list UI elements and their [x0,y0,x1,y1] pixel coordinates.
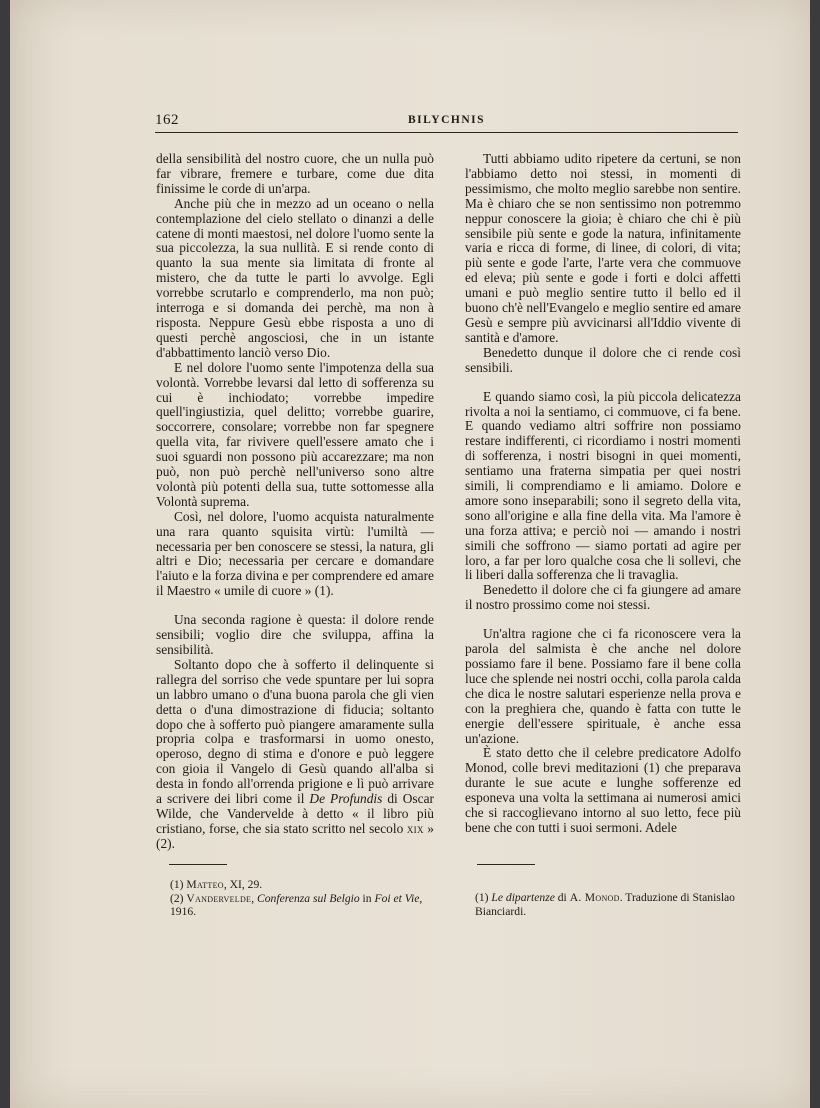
book-page [10,0,810,1108]
footnote [475,891,745,918]
footnote-text: in [359,891,375,905]
footnote-text: di [554,891,570,904]
footnote-title: Foi et Vie [374,891,420,905]
text-run: di Oscar Wilde, che Vandervelde à detto « il libro più cristiano, forse, che sia stato scritto nel secolo [156,791,434,836]
century-numeral: xix [406,820,424,836]
paragraph: Un'altra ragione che ci fa riconoscere vera la parola del salmista è che anche nel dolore possiamo fare il bene. Possiamo fare il bene colla luce che splende nei nostri occhi, colla parola calda che dica le nostre salutari esperienze nella prova e con la preghiera che, quando è fatta con tutte le energie dell'essere spirituale, è anche essa un'azione. [465,626,741,746]
footnote-author: Matteo [186,878,224,891]
page-header [155,112,738,132]
paragraph: È stato detto che il celebre predicatore Adolfo Monod, colle brevi meditazioni (1) che preparava durante le sue acute e lunghe sofferenze ed esponeva una volta la settimana ai numerosi amici che si raccoglievano intorno al suo letto, fece più bene che con tutti i suoi sermoni. Adele [465,745,741,835]
paragraph: Anche più che in mezzo ad un oceano o nella contemplazione del cielo stellato o dinanzi a delle catene di monti maestosi, nel dolore l'uomo sente la sua piccolezza, la sua nullità. E si rende conto di quanto la sua mente sia limitata di fronte al mistero, che da tutte le parti lo avvolge. Egli vorrebbe scrutarlo e comprenderlo, ma non può; interroga e si domanda dei perchè, ma non à risposta. Neppure Gesù ebbe risposta a uno di questi perchè angosciosi, che in un istante d'abbattimento lanciò verso Dio. [156,195,434,360]
paragraph: Benedetto il dolore che ci fa giungere ad amare il nostro prossimo come noi stessi. [465,582,741,613]
footnotes-right [475,891,745,918]
footnote-text: , 1916. [170,891,423,918]
footnote [170,892,438,919]
paragraph: E quando siamo così, la più piccola delicatezza rivolta a noi la sentiamo, ci commuove, ci fa bene. E quando vediamo altri soffrire non possiamo restare indifferenti, ci ricordiamo i nostri momenti di sofferenza, i nostri bisogni in quei momenti, sentiamo una fraterna simpatia per quei nostri simili, li comprendiamo e li amiamo. Dolore e amore sono inseparabili; sono il segreto della vita, sono all'origine e alla fine della vita. Ma l'amore è una forza attiva; e perciò noi — amando i nostri simili che soffrono — siamo portati ad agire per loro, a far per loro qualche cosa che li sollevi, che li liberi dalla sofferenza che li travaglia. [465,388,741,583]
footnote-text: , XI, 29. [223,878,263,891]
right-column [465,152,741,836]
footnote-author: Vandervelde [186,891,252,905]
header-rule [155,132,738,133]
footnote-title: Le dipartenze [491,891,555,904]
running-title: BILYCHNIS [408,114,485,126]
footnote-marker: (1) [475,891,492,904]
text-run: Soltanto dopo che à sofferto il delinquente si rallegra del sorriso che vede spuntare per lui sopra un labbro umano o d'una buona parola che gli vien detta o d'una dimostrazione di fiducia; soltanto dopo che à sofferto può piangere amaramente sulla propria colpa e trasformarsi in uomo onesto, operoso, degno di stima e d'onore e può leggere con gioia il Vangelo di Gesù quando all'alba si desta in fondo all'orrenda prigione e lì può arrivare a scrivere dei libri come il [156,656,434,807]
paragraph: Benedetto dunque il dolore che ci rende così sensibili. [465,344,741,375]
footnote-author: A. Monod [569,891,620,904]
text-run: » (2). [156,820,435,851]
paragraph: E nel dolore l'uomo sente l'impotenza della sua volontà. Vorrebbe levarsi dal letto di sofferenza su cui è inchiodato; vorrebbe impedire quell'ingiustizia, quel delitto; vorrebbe guarire, soccorrere, consolare; vorrebbe non far spegnere quella vita, far rivivere quell'essere amato che i suoi sguardi non possono più accarezzare; ma non può, non può perchè nell'universo sono altre volontà più potenti della sua, tutte sottomesse alla Volontà suprema. [156,359,434,509]
paragraph: Tutti abbiamo udito ripetere da certuni, se non l'abbiamo detto noi stessi, in momenti di pessimismo, che molto meglio sarebbe non sentire. Ma è chiaro che se non sentissimo non potremmo neppur conoscere la gioia; è chiaro che chi è più sensibile più sente e gode la natura, infinitamente varia e ricca di forme, di linee, di colori, di vita; più sente e gode l'arte, l'arte vera che commuove ed eleva; più sente e gode i forti e dolci affetti umani e può meglio sentire tutto il bello ed il buono ch'è nell'Evangelo e meglio sentire ed amare Gesù e sempre più avvicinarsi all'Iddio vivente di santità e d'amore. [465,151,741,345]
left-column [156,152,434,852]
book-title: De Profundis [309,791,383,807]
footnote-marker: (2) [170,891,187,905]
footnote-rule [169,864,227,865]
footnote-text: . Traduzione di Stanislao Bianciardi. [475,891,735,918]
footnote-title: Conferenza sul Belgio [257,891,360,905]
footnotes-left [170,878,438,919]
footnote-rule [477,864,535,865]
footnote [170,878,438,892]
paragraph: Una seconda ragione è questa: il dolore rende sensibili; voglio dire che sviluppa, affina la sensibilità. [156,612,434,657]
footnote-marker: (1) [170,878,187,891]
page-number: 162 [155,112,179,128]
paragraph: della sensibilità del nostro cuore, che un nulla può far vibrare, fremere e turbare, come due dita finissime le corde di un'arpa. [156,151,434,196]
paragraph [156,658,434,852]
footnote-text: , [251,891,258,905]
paragraph: Così, nel dolore, l'uomo acquista naturalmente una rara quanto squisita virtù: l'umiltà — necessaria per ben conoscere se stessi, la natura, gli altri e Dio; necessaria per cercare e domandare l'aiuto e la forza divina e per comprendere ed amare il Maestro « umile di cuore » (1). [156,508,434,599]
